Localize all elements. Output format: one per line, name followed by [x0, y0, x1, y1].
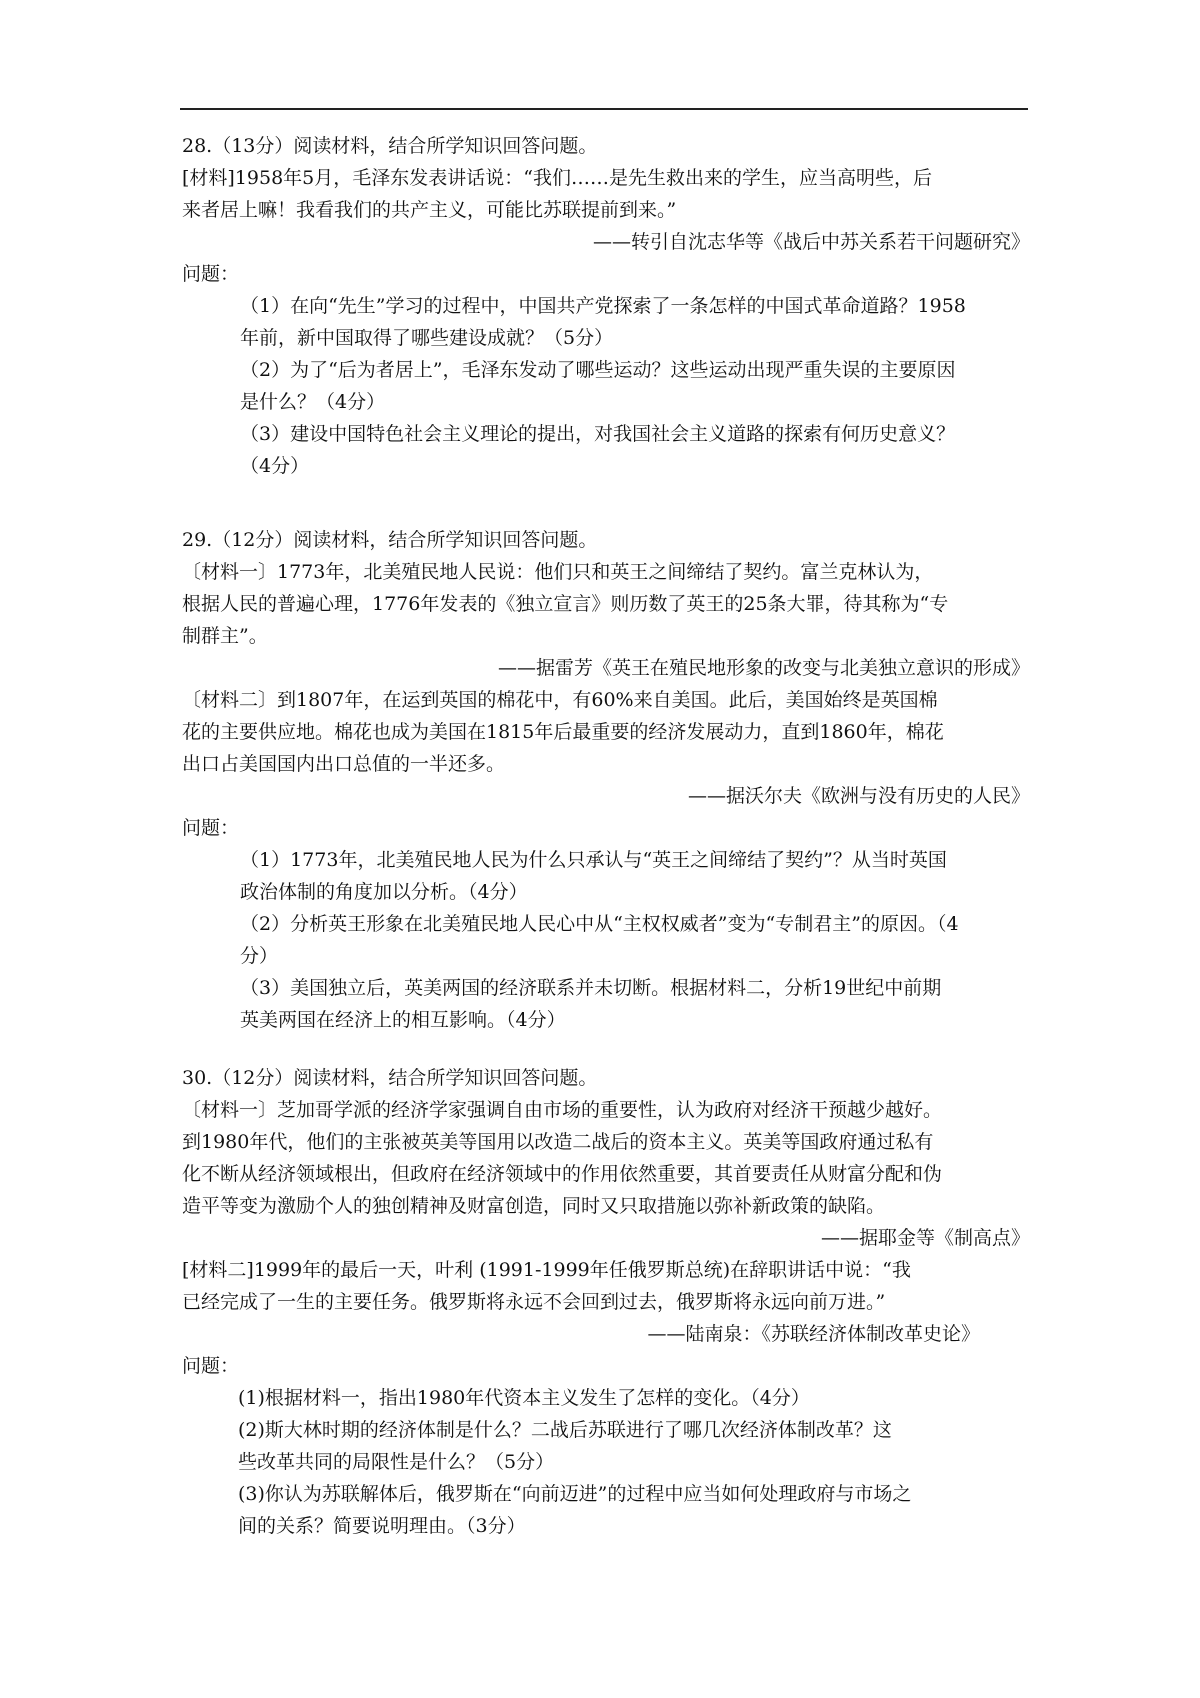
question-30-item: (1)根据材料一，指出1980年代资本主义发生了怎样的变化。（4分）: [238, 1387, 810, 1409]
question-29-item: 分）: [240, 945, 279, 967]
question-28-item: 是什么？（4分）: [240, 391, 386, 413]
question-29-item: （1）1773年，北美殖民地人民为什么只承认与“英王之间缔结了契约”？从当时英国: [240, 849, 947, 871]
question-30-source-one: ——据耶金等《制高点》: [820, 1227, 1030, 1249]
question-30-material-one-line: 化不断从经济领域根出，但政府在经济领域中的作用依然重要，其首要责任从财富分配和伪: [182, 1163, 943, 1185]
question-28-item: 年前，新中国取得了哪些建设成就？（5分）: [240, 327, 614, 349]
question-30-item: 些改革共同的局限性是什么？（5分）: [238, 1451, 555, 1473]
question-30-questions-label: 问题：: [182, 1355, 240, 1377]
question-29-item: （2）分析英王形象在北美殖民地人民心中从“主权权威者”变为“专制君主”的原因。（4: [240, 913, 959, 935]
question-29-questions-label: 问题：: [182, 817, 240, 839]
question-28-item: （4分）: [240, 455, 310, 477]
question-28: [182, 130, 1030, 482]
question-29-item: （3）美国独立后，英美两国的经济联系并未切断。根据材料二，分析19世纪中前期: [240, 977, 942, 999]
question-28-material-line: 来者居上嘛！我看我们的共产主义，可能比苏联提前到来。”: [182, 199, 677, 221]
question-29: [182, 524, 1030, 1036]
question-30-material-one-line: 到1980年代，他们的主张被英美等国用以改造二战后的资本主义。英美等国政府通过私有: [182, 1131, 934, 1153]
question-29-item: 英美两国在经济上的相互影响。（4分）: [240, 1009, 566, 1031]
question-28-item: （2）为了“后为者居上”，毛泽东发动了哪些运动？这些运动出现严重失误的主要原因: [240, 359, 956, 381]
question-28-source: ——转引自沈志华等《战后中苏关系若干问题研究》: [592, 231, 1030, 253]
question-29-material-one-line: 制群主”。: [182, 625, 268, 647]
question-29-source-two: ——据沃尔夫《欧洲与没有历史的人民》: [687, 785, 1030, 807]
question-30-material-two-line: [材料二]1999年的最后一天，叶利 (1991-1999年任俄罗斯总统)在辞职讲话中说：“我: [182, 1259, 911, 1281]
question-29-material-one-line: 〔材料一〕1773年，北美殖民地人民说：他们只和英王之间缔结了契约。富兰克林认为，: [182, 561, 934, 583]
question-30-item: (3)你认为苏联解体后，俄罗斯在“向前迈进”的过程中应当如何处理政府与市场之: [238, 1483, 912, 1505]
question-28-header: 28.（13分）阅读材料，结合所学知识回答问题。: [182, 135, 598, 157]
question-30-header: 30.（12分）阅读材料，结合所学知识回答问题。: [182, 1067, 598, 1089]
question-28-item: （1）在向“先生”学习的过程中，中国共产党探索了一条怎样的中国式革命道路？1958: [240, 295, 966, 317]
question-30: [182, 1062, 1030, 1542]
question-30-item: (2)斯大林时期的经济体制是什么？二战后苏联进行了哪几次经济体制改革？这: [238, 1419, 892, 1441]
question-28-item: （3）建设中国特色社会主义理论的提出，对我国社会主义道路的探索有何历史意义？: [240, 423, 956, 445]
question-30-item: 间的关系？简要说明理由。（3分）: [238, 1515, 526, 1537]
question-30-material-one-line: 造平等变为激励个人的独创精神及财富创造，同时又只取措施以弥补新政策的缺陷。: [182, 1195, 886, 1217]
question-28-material-line: [材料]1958年5月，毛泽东发表讲话说：“我们……是先生救出来的学生，应当高明些，后: [182, 167, 932, 189]
question-30-material-one-line: 〔材料一〕芝加哥学派的经济学家强调自由市场的重要性，认为政府对经济干预越少越好。: [182, 1099, 943, 1121]
question-29-source-one: ——据雷芳《英王在殖民地形象的改变与北美独立意识的形成》: [497, 657, 1030, 679]
question-29-material-one-line: 根据人民的普遍心理，1776年发表的《独立宣言》则历数了英王的25条大罪，待其称为“专: [182, 593, 949, 615]
question-29-material-two-line: 〔材料二〕到1807年，在运到英国的棉花中，有60%来自美国。此后，美国始终是英国棉: [182, 689, 938, 711]
question-29-header: 29.（12分）阅读材料，结合所学知识回答问题。: [182, 529, 598, 551]
question-29-item: 政治体制的角度加以分析。（4分）: [240, 881, 528, 903]
question-29-material-two-line: 花的主要供应地。棉花也成为美国在1815年后最重要的经济发展动力，直到1860年，棉花: [182, 721, 944, 743]
question-29-material-two-line: 出口占美国国内出口总值的一半还多。: [182, 753, 506, 775]
question-30-material-two-line: 已经完成了一生的主要任务。俄罗斯将永远不会回到过去，俄罗斯将永远向前万进。”: [182, 1291, 886, 1313]
question-30-source-two: ——陆南泉：《苏联经济体制改革史论》: [647, 1323, 980, 1345]
question-28-questions-label: 问题：: [182, 263, 240, 285]
header-rule: [180, 108, 1028, 110]
